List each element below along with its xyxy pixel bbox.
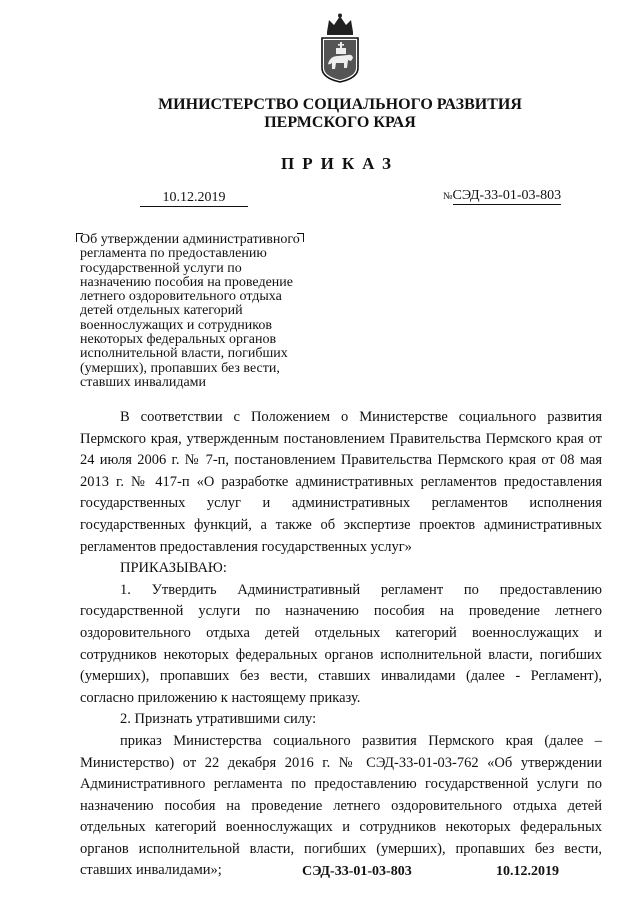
order-subject: Об утверждении административного регламента по предоставлению государственной услуги по назначению пособия на проведение летнего оздоровительного отдыха детей отдельных категорий военнослужащих и сотрудников некоторых федеральных органов исполнительной власти, погибших (умерших), пропавших без вести, ставших инвалидами (80, 232, 300, 390)
perm-krai-coat-of-arms-icon (318, 12, 362, 84)
body-paragraph-item-1: 1. Утвердить Административный регламент по предоставлению государственной услуги по назначению пособия на проведение летнего оздоровительного отдыха детей отдельных категорий военнослужащих и сотрудников некоторых федеральных органов исполнительной власти, погибших (умерших), пропавших без вести, ставших инвалидами (далее - Регламент), согласно приложению к настоящему приказу. (80, 581, 602, 706)
body-paragraph-basis: В соответствии с Положением о Министерстве социального развития Пермского края, утвержденным постановлением Правительства Пермского края от 24 июля 2006 г. № 7-п, постановлением Правительства Пермского края от 08 мая 2013 г. № 417-п «О разработке административных регламентов предоставления государственных услуг и административных регламентов исполнения государственных функций, а также об экспертизе проектов административных регламентов предоставления государственных услуг» (80, 409, 602, 555)
number-sign: № (443, 191, 453, 202)
ministry-name-line2: ПЕРМСКОГО КРАЯ (264, 114, 416, 131)
order-number (443, 188, 561, 205)
footer-number: СЭД-33-01-03-803 (302, 864, 412, 879)
footer-date: 10.12.2019 (496, 864, 559, 879)
ministry-name-line1: МИНИСТЕРСТВО СОЦИАЛЬНОГО РАЗВИТИЯ (158, 96, 522, 113)
body-paragraph-item-2: 2. Признать утратившими силу: (120, 711, 317, 728)
document-type-title: ПРИКАЗ (281, 154, 399, 173)
body-paragraph-repealed-order: приказ Министерства социального развития Пермского края (далее – Министерство) от 22 декабря 2016 г. № СЭД-33-01-03-762 «Об утверждении Административного регламента по предоставлению государственной услуги по назначению пособия на проведение летнего оздоровительного отдыха детей отдельных категорий военнослужащих и сотрудников некоторых федеральных органов исполнительной власти, погибших (умерших), пропавших без вести, ставших инвалидами»; (80, 732, 602, 879)
order-body (80, 407, 602, 882)
ministry-name (0, 96, 640, 132)
order-number-value: СЭД-33-01-03-803 (452, 188, 562, 203)
body-paragraph-order-word: ПРИКАЗЫВАЮ: (120, 560, 227, 577)
order-date: 10.12.2019 (140, 190, 248, 207)
